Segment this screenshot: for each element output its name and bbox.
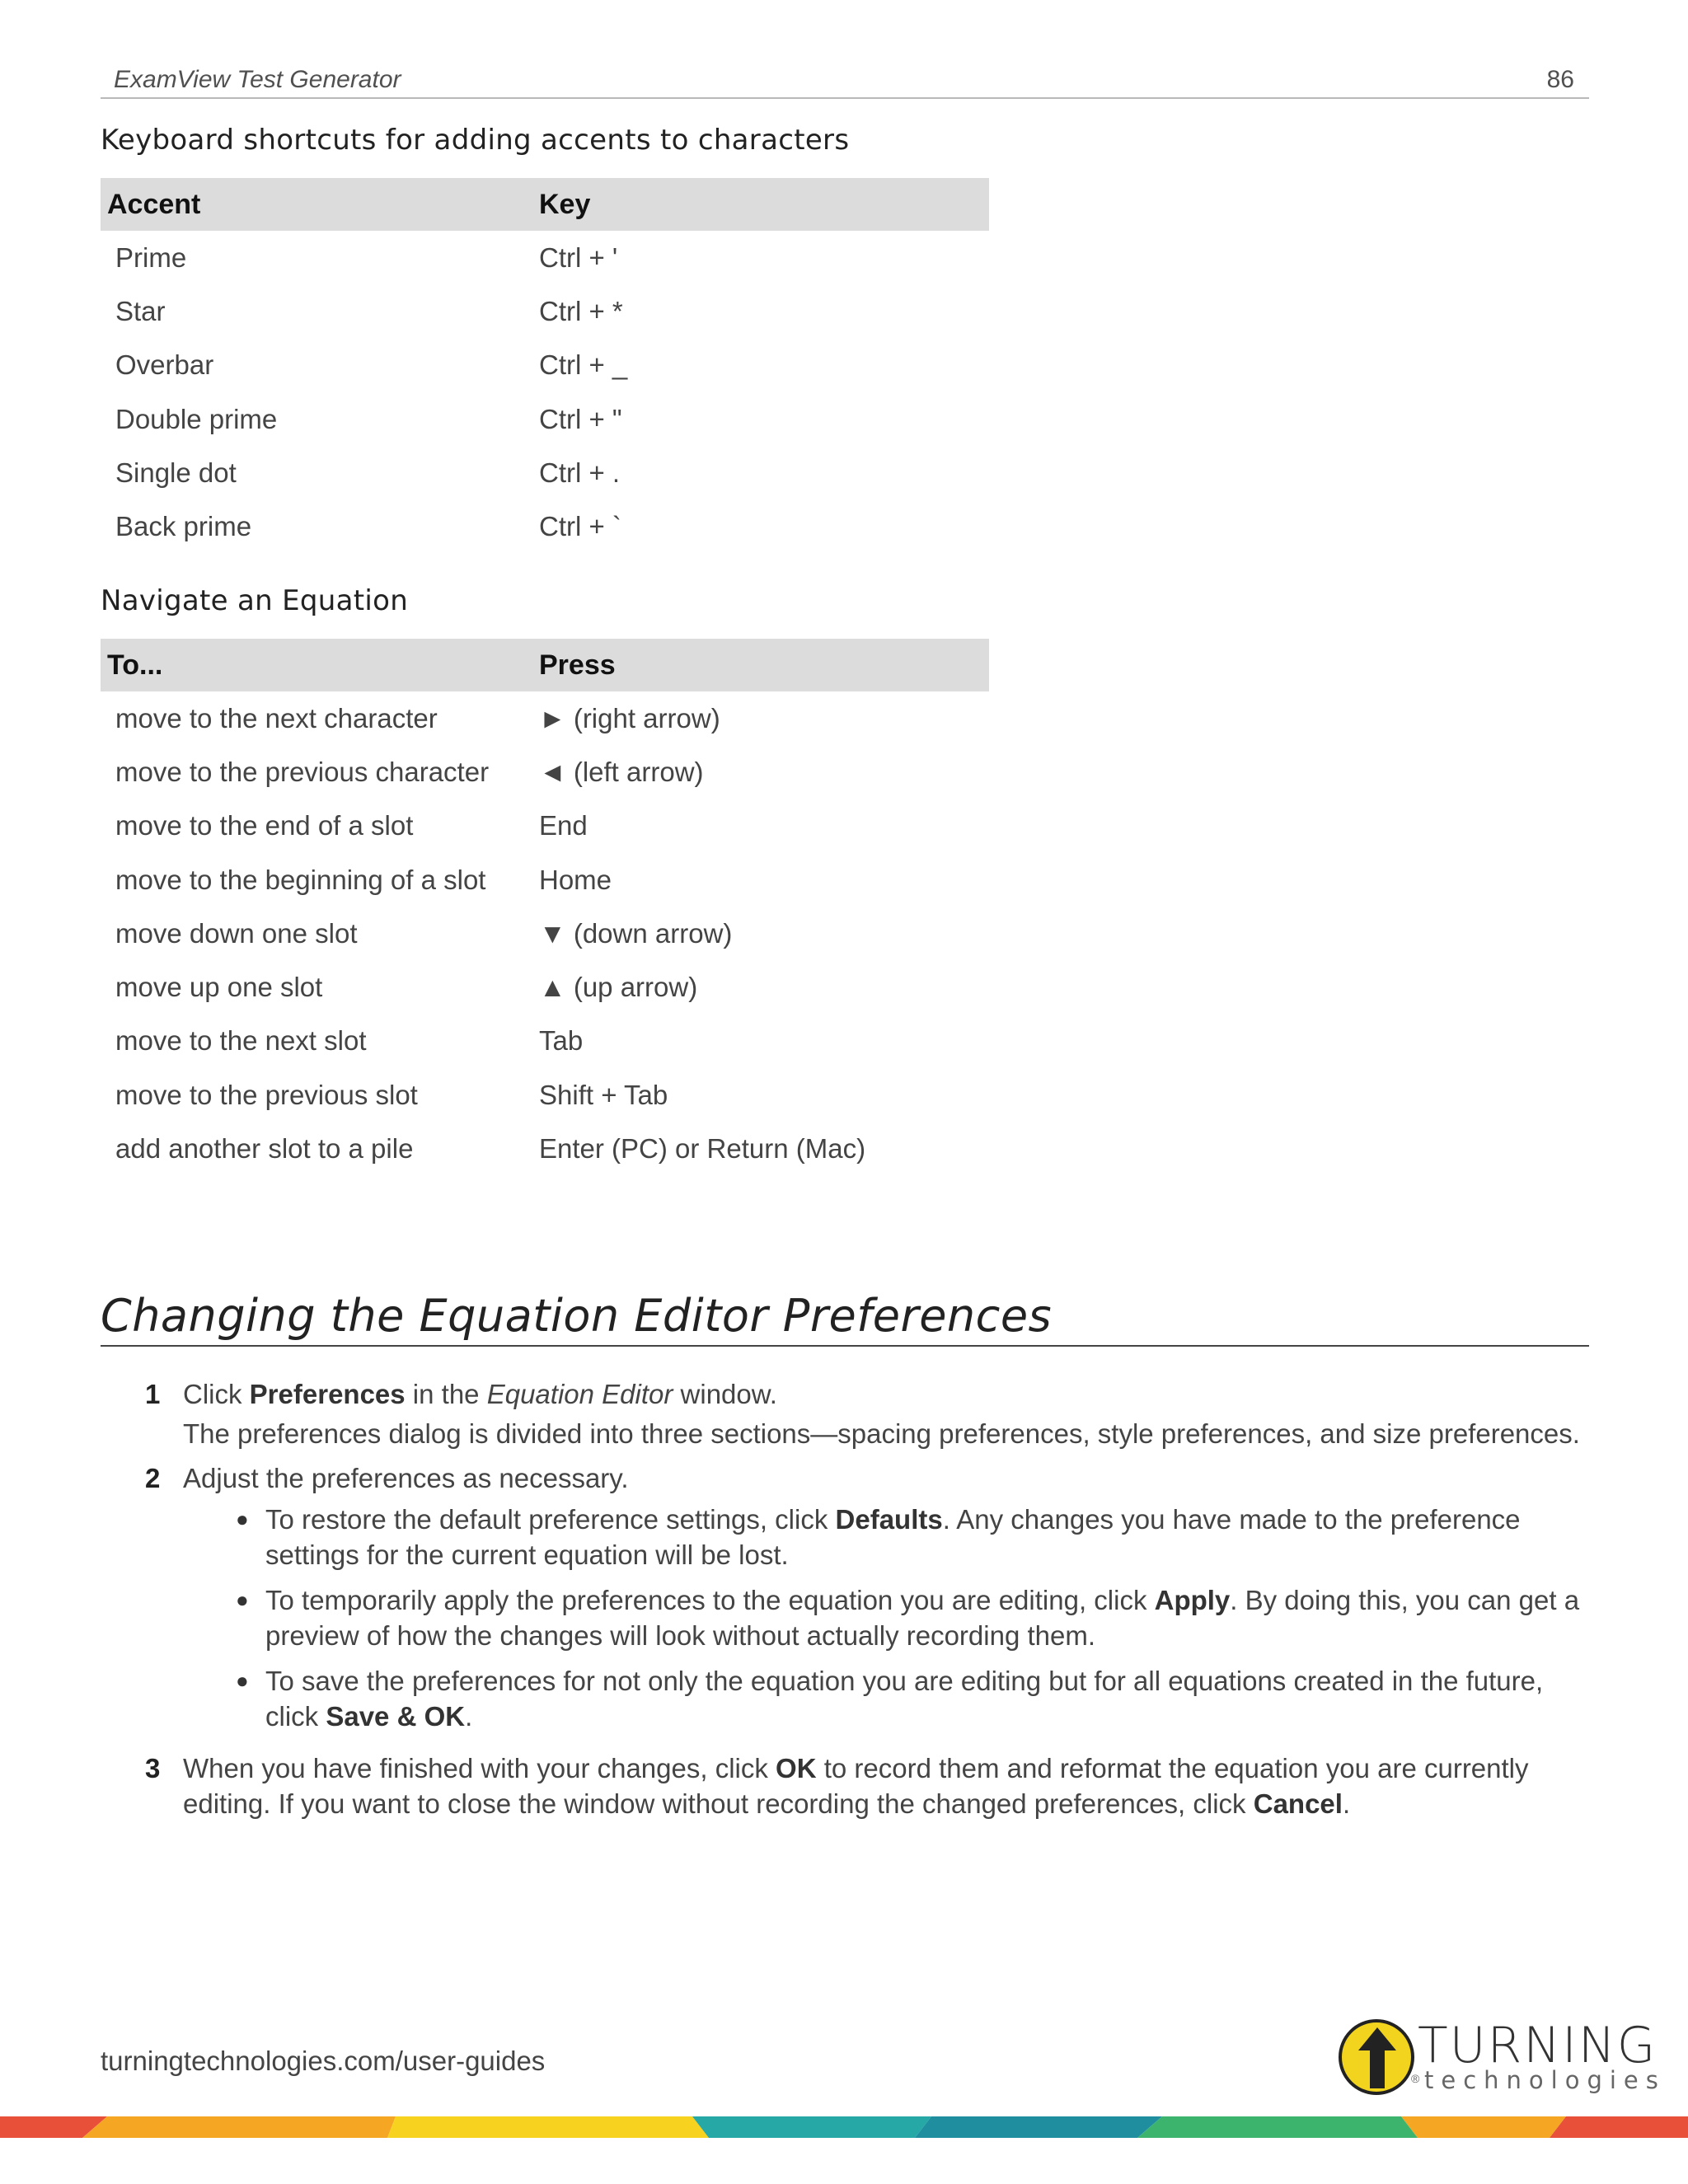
step-note: The preferences dialog is divided into three sections—spacing preferences, style preferences, and size preferences. <box>183 1418 1580 1449</box>
ui-term: Defaults <box>835 1504 943 1535</box>
table-row <box>101 1122 989 1175</box>
table-row <box>101 339 989 392</box>
bullet-text <box>265 1502 1584 1572</box>
document-title: ExamView Test Generator <box>114 66 401 93</box>
step-number: 1 <box>145 1379 161 1409</box>
action-key: ◄ (left arrow) <box>539 756 704 787</box>
logo-arrow-icon <box>1355 2026 1400 2090</box>
ui-term: Apply <box>1154 1585 1231 1615</box>
text-run: Click <box>183 1379 250 1409</box>
ui-term: Preferences <box>249 1379 406 1409</box>
action-name: move to the previous character <box>115 756 490 787</box>
bullet-text <box>265 1582 1584 1653</box>
step-number: 3 <box>145 1753 161 1783</box>
bullet-dot: ● <box>236 1507 249 1531</box>
table-row <box>101 392 989 446</box>
accents-section-title: Keyboard shortcuts for adding accents to characters <box>101 124 850 157</box>
window-name: Equation Editor <box>486 1379 673 1409</box>
accent-key: Ctrl + . <box>539 457 621 488</box>
action-key: ▼ (down arrow) <box>539 917 733 949</box>
action-name: move to the next slot <box>115 1025 367 1057</box>
table-row <box>101 499 989 553</box>
turning-technologies-logo <box>1339 2017 1666 2102</box>
table-row <box>101 1015 989 1068</box>
action-name: move to the beginning of a slot <box>115 864 486 895</box>
column-header: Accent <box>101 178 539 231</box>
registered-mark: ® <box>1411 2072 1420 2085</box>
accent-name: Single dot <box>115 457 237 488</box>
action-key: Enter (PC) or Return (Mac) <box>539 1133 866 1165</box>
table-header-row <box>101 178 989 231</box>
table-row <box>101 907 989 960</box>
action-key: ▲ (up arrow) <box>539 972 698 1003</box>
text-run: To save the preferences for not only the equation you are editing but for all equations created in the future, click <box>265 1666 1544 1732</box>
action-name: move to the end of a slot <box>115 810 414 841</box>
accent-key: Ctrl + ` <box>539 511 621 542</box>
text-run: to record them and reformat the equation you are currently editing. If you want to close the window without recording the changed preferences, click <box>183 1753 1529 1819</box>
action-name: move up one slot <box>115 972 323 1003</box>
footer-url: turningtechnologies.com/user-guides <box>101 2046 546 2076</box>
action-key: Shift + Tab <box>539 1079 668 1110</box>
ui-term: OK <box>776 1753 817 1783</box>
table-row <box>101 691 989 745</box>
ui-term: Save & OK <box>326 1701 466 1732</box>
table-row <box>101 960 989 1014</box>
step-text <box>183 1750 1584 1821</box>
page-header <box>101 63 1589 99</box>
logo-word-turning: TURNING <box>1418 2017 1658 2074</box>
action-key: End <box>539 810 588 841</box>
accent-name: Overbar <box>115 349 214 381</box>
ui-term: Cancel <box>1253 1788 1343 1819</box>
table-row <box>101 446 989 499</box>
text-run: in the <box>405 1379 487 1409</box>
accent-key: Ctrl + " <box>539 403 622 434</box>
action-name: move to the next character <box>115 702 438 733</box>
action-key: ► (right arrow) <box>539 702 720 733</box>
text-run: To temporarily apply the preferences to the equation you are editing, click <box>265 1585 1155 1615</box>
step-text <box>183 1376 1584 1412</box>
accents-table <box>101 178 989 554</box>
action-key: Home <box>539 864 612 895</box>
text-run: To restore the default preference settings, click <box>265 1504 836 1535</box>
accent-key: Ctrl + * <box>539 295 623 326</box>
accent-name: Back prime <box>115 511 252 542</box>
bullet-dot: ● <box>236 1668 249 1693</box>
accent-key: Ctrl + _ <box>539 349 628 381</box>
accent-key: Ctrl + ' <box>539 241 618 273</box>
action-name: move to the previous slot <box>115 1079 418 1110</box>
footer-color-stripe <box>0 2116 1688 2138</box>
bullet-dot: ● <box>236 1587 249 1612</box>
logo-word-technologies: technologies <box>1424 2066 1666 2094</box>
table-header-row <box>101 639 989 691</box>
table-row <box>101 745 989 799</box>
text-run: . <box>465 1701 473 1732</box>
navigate-table <box>101 639 989 1176</box>
text-run: . By doing this, you can get a preview of how the changes will look without actually recording them. <box>265 1585 1580 1651</box>
action-name: move down one slot <box>115 917 358 949</box>
text-run: . Any changes you have made to the preference settings for the current equation will be lost. <box>265 1504 1521 1570</box>
preferences-heading: Changing the Equation Editor Preferences <box>101 1282 1589 1347</box>
column-header: To... <box>101 639 539 691</box>
table-row <box>101 799 989 853</box>
page-number: 86 <box>1546 66 1574 93</box>
action-name: add another slot to a pile <box>115 1133 414 1165</box>
step-number: 2 <box>145 1463 161 1493</box>
accent-name: Double prime <box>115 403 278 434</box>
action-key: Tab <box>539 1025 584 1057</box>
table-row <box>101 231 989 284</box>
table-row <box>101 853 989 907</box>
accent-name: Prime <box>115 241 187 273</box>
navigate-section-title: Navigate an Equation <box>101 584 409 617</box>
column-header: Press <box>539 639 989 691</box>
accent-name: Star <box>115 295 166 326</box>
column-header: Key <box>539 178 989 231</box>
step-text: Adjust the preferences as necessary. <box>183 1463 629 1493</box>
text-run: . <box>1342 1788 1351 1819</box>
table-row <box>101 1068 989 1122</box>
text-run: window. <box>673 1379 777 1409</box>
table-row <box>101 284 989 338</box>
text-run: When you have finished with your changes, click <box>183 1753 776 1783</box>
bullet-text <box>265 1663 1584 1734</box>
